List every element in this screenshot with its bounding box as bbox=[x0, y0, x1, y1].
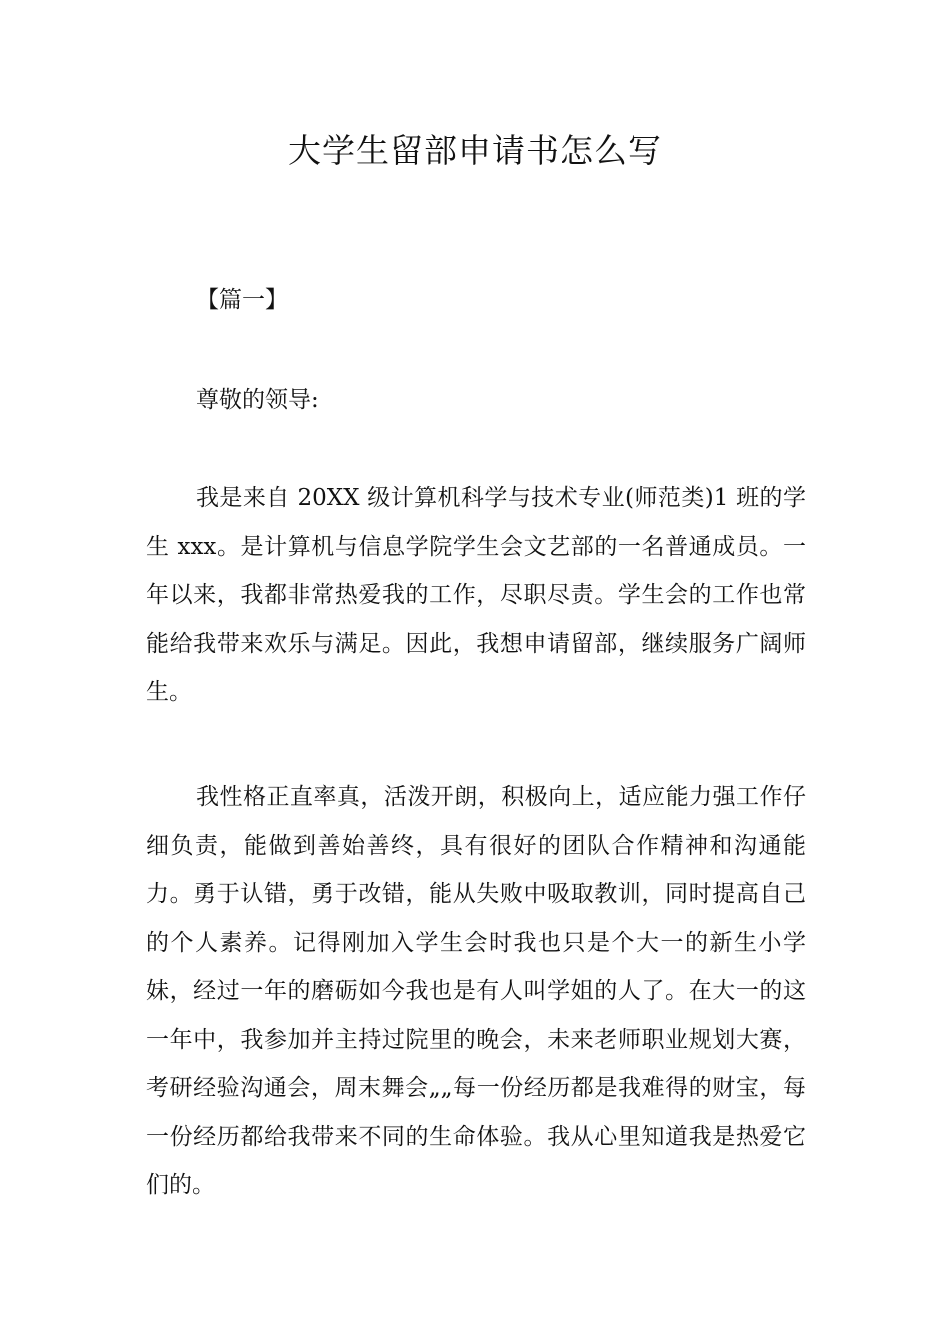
section-label: 【篇一】 bbox=[196, 287, 288, 313]
salutation: 尊敬的领导: bbox=[196, 387, 319, 413]
document-title: 大学生留部申请书怎么写 bbox=[288, 131, 662, 170]
body-paragraph: 我是来自 20XX 级计算机科学与技术专业(师范类)1 班的学生 xxx。是计算机与信息学院学生会文艺部的一名普通成员。一年以来，我都非常热爱我的工作，尽职尽责。学生会的工作也常能给我带来欢乐与满足。因此，我想申请留部，继续服务广阔师生。 bbox=[146, 485, 806, 705]
body-paragraph: 我性格正直率真，活泼开朗，积极向上，适应能力强工作仔细负责，能做到善始善终，具有很好的团队合作精神和沟通能力。勇于认错，勇于改错，能从失败中吸取教训，同时提高自己的个人素养。记得刚加入学生会时我也只是个大一的新生小学妹，经过一年的磨砺如今我也是有人叫学姐的人了。在大一的这一年中，我参加并主持过院里的晚会，未来老师职业规划大赛，考研经验沟通会，周末舞会„„每一份经历都是我难得的财宝，每一份经历都给我带来不同的生命体验。我从心里知道我是热爱它们的。 bbox=[146, 784, 806, 1198]
